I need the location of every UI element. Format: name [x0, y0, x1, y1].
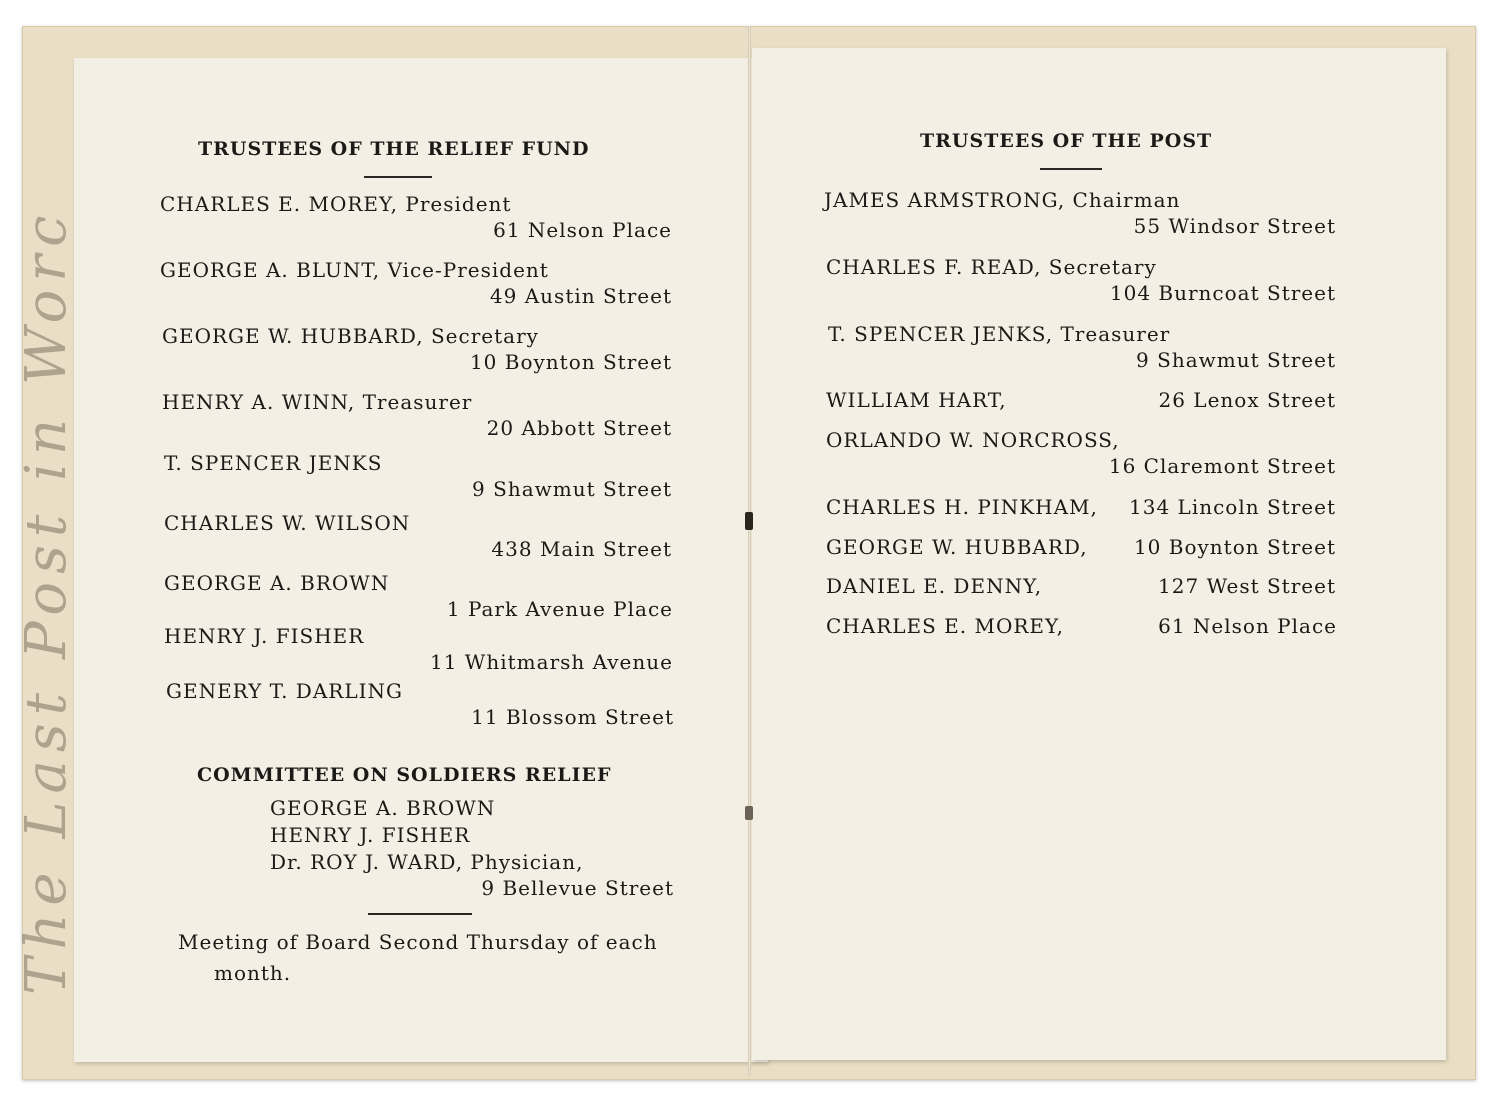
trustee-entry [164, 624, 673, 674]
trustee-name: GENERY T. DARLING [166, 679, 403, 703]
trustee-name: GEORGE A. BROWN [164, 571, 390, 595]
trustee-address: 9 Shawmut Street [472, 477, 672, 501]
trustee-name: HENRY A. WINN, Treasurer [162, 390, 473, 414]
committee-rule [368, 913, 472, 915]
right-page [752, 48, 1446, 1060]
trustee-entry [162, 324, 672, 374]
trustee-name: GEORGE W. HUBBARD, Secretary [162, 324, 539, 348]
trustee-entry [164, 571, 673, 621]
physician-address: 9 Bellevue Street [481, 876, 674, 900]
trustee-address: 49 Austin Street [489, 284, 672, 308]
trustee-entry [164, 511, 672, 561]
officer-address: 104 Burncoat Street [1109, 281, 1336, 305]
member-address: 61 Nelson Place [1158, 614, 1337, 638]
trustee-name: HENRY J. FISHER [164, 624, 365, 648]
trustee-entry [166, 679, 674, 729]
officer-name: T. SPENCER JENKS, Treasurer [828, 322, 1171, 346]
committee-member: Dr. ROY J. WARD, Physician, [270, 850, 584, 874]
member-name: CHARLES E. MOREY, [826, 614, 1065, 638]
member-name: ORLANDO W. NORCROSS, [826, 428, 1120, 452]
officer-name: CHARLES F. READ, Secretary [826, 255, 1157, 279]
trustee-name: CHARLES W. WILSON [164, 511, 411, 535]
member-name: DANIEL E. DENNY, [826, 574, 1043, 598]
member-name: GEORGE W. HUBBARD, [826, 535, 1088, 559]
trustee-address: 438 Main Street [491, 537, 672, 561]
committee-title: COMMITTEE ON SOLDIERS RELIEF [197, 764, 612, 786]
member-address: 16 Claremont Street [1108, 454, 1336, 478]
trustee-address: 11 Whitmarsh Avenue [430, 650, 673, 674]
officer-entry [824, 188, 1336, 238]
staple [745, 512, 753, 530]
title-rule [364, 176, 432, 178]
member-name: CHARLES H. PINKHAM, [826, 495, 1098, 519]
officer-address: 9 Shawmut Street [1136, 348, 1336, 372]
member-row [826, 574, 1336, 598]
member-row [826, 614, 1337, 638]
trustee-entry [164, 451, 672, 501]
title-rule [1040, 168, 1102, 170]
staple [745, 806, 753, 820]
member-address: 134 Lincoln Street [1129, 495, 1336, 519]
committee-member: GEORGE A. BROWN [270, 796, 496, 820]
trustee-address: 1 Park Avenue Place [446, 597, 673, 621]
trustee-address: 61 Nelson Place [493, 218, 672, 242]
trustee-name: T. SPENCER JENKS [164, 451, 383, 475]
member-address: 10 Boynton Street [1133, 535, 1336, 559]
meeting-note: Meeting of Board Second Thursday of each [178, 930, 658, 954]
post-trustees-title: TRUSTEES OF THE POST [920, 130, 1213, 152]
trustee-entry [160, 192, 672, 242]
officer-name: JAMES ARMSTRONG, Chairman [824, 188, 1181, 212]
trustee-address: 10 Boynton Street [469, 350, 672, 374]
officer-address: 55 Windsor Street [1133, 214, 1336, 238]
meeting-note: month. [214, 961, 292, 985]
center-fold [748, 26, 751, 1076]
member-name: WILLIAM HART, [826, 388, 1007, 412]
trustee-name: GEORGE A. BLUNT, Vice-President [160, 258, 549, 282]
left-page [74, 58, 768, 1062]
member-row [826, 495, 1336, 519]
member-address: 26 Lenox Street [1158, 388, 1336, 412]
member-row [826, 535, 1336, 559]
relief-fund-title: TRUSTEES OF THE RELIEF FUND [198, 138, 590, 160]
trustee-address: 11 Blossom Street [471, 705, 674, 729]
committee-member: HENRY J. FISHER [270, 823, 471, 847]
member-address: 127 West Street [1158, 574, 1336, 598]
member-entry [826, 428, 1336, 478]
trustee-entry [160, 258, 672, 308]
trustee-name: CHARLES E. MOREY, President [160, 192, 512, 216]
margin-handwriting: The Last Post in Worc [14, 207, 79, 995]
officer-entry [826, 255, 1336, 305]
trustee-address: 20 Abbott Street [486, 416, 672, 440]
trustee-entry [162, 390, 672, 440]
member-row [826, 388, 1336, 412]
officer-entry [828, 322, 1336, 372]
